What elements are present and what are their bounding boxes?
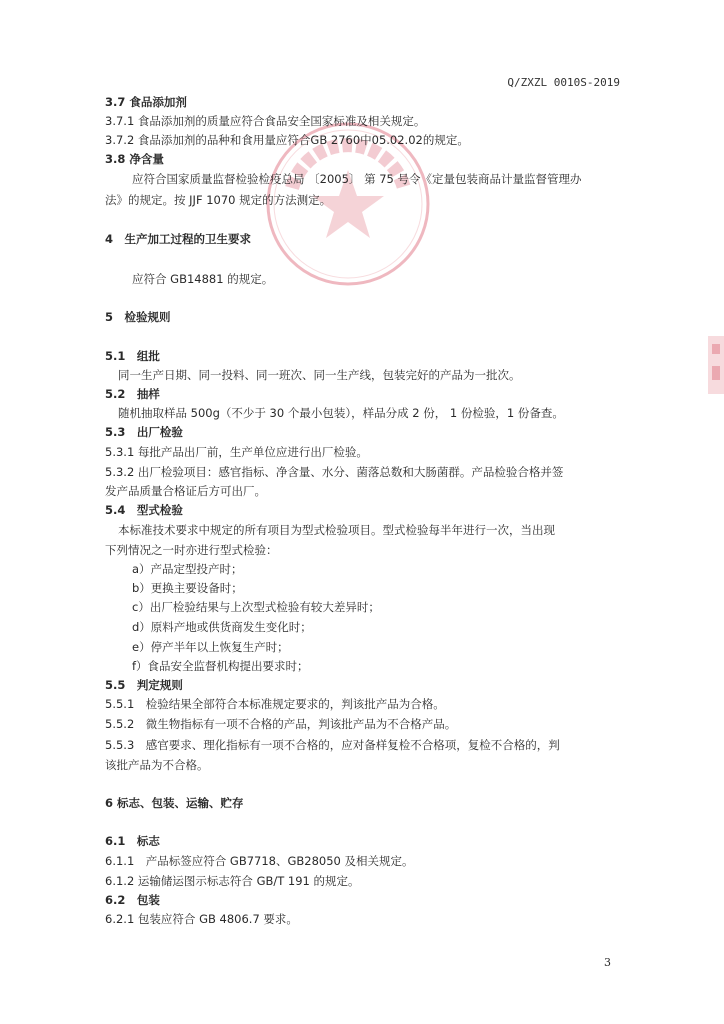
section-5-2-heading: 5.2 抽样 (105, 387, 160, 401)
list-item-a: a）产品定型投产时； (132, 562, 243, 576)
section-4-text: 应符合 GB14881 的规定。 (132, 272, 274, 286)
clause-5-5-3-line-1: 5.5.3 感官要求、理化指标有一项不合格的，应对备样复检不合格项，复检不合格的，判 (105, 738, 560, 752)
list-item-e: e）停产半年以上恢复生产时； (132, 640, 289, 654)
clause-5-3-2-line-1: 5.3.2 出厂检验项目：感官指标、净含量、水分、菌落总数和大肠菌群。产品检验合格并签 (105, 465, 564, 479)
clause-6-1-1: 6.1.1 产品标签应符合 GB7718、GB28050 及相关规定。 (105, 854, 414, 868)
clause-5-3-2-line-2: 发产品质量合格证后方可出厂。 (105, 484, 266, 498)
clause-6-1-2: 6.1.2 运输储运图示标志符合 GB/T 191 的规定。 (105, 874, 360, 888)
section-5-3-heading: 5.3 出厂检验 (105, 425, 183, 439)
section-5-1-text: 同一生产日期、同一投料、同一班次、同一生产线，包装完好的产品为一批次。 (118, 368, 521, 382)
clause-3-8-line-2: 法》的规定。按 JJF 1070 规定的方法测定。 (105, 193, 332, 207)
clause-5-5-1: 5.5.1 检验结果全部符合本标准规定要求的，判该批产品为合格。 (105, 697, 445, 711)
page-number: 3 (604, 956, 611, 969)
document-code: Q/ZXZL 0010S-2019 (507, 76, 620, 89)
section-3-8-heading: 3.8 净含量 (105, 152, 164, 166)
section-6-2-heading: 6.2 包装 (105, 893, 160, 907)
list-item-d: d）原料产地或供货商发生变化时； (132, 620, 312, 634)
section-4-heading: 4 生产加工过程的卫生要求 (105, 232, 252, 246)
clause-3-8-line-1: 应符合国家质量监督检验检疫总局 〔2005〕 第 75 号令《定量包装商品计量监督管理办 (132, 172, 582, 186)
section-3-7-heading: 3.7 食品添加剂 (105, 95, 187, 109)
section-6-heading: 6 标志、包装、运输、贮存 (105, 796, 244, 810)
section-5-4-line-1: 本标准技术要求中规定的所有项目为型式检验项目。型式检验每半年进行一次，当出现 (118, 523, 555, 537)
section-6-1-heading: 6.1 标志 (105, 834, 160, 848)
list-item-f: f）食品安全监督机构提出要求时； (132, 659, 309, 673)
section-5-heading: 5 检验规则 (105, 310, 171, 324)
clause-5-5-2: 5.5.2 微生物指标有一项不合格的产品，判该批产品为不合格产品。 (105, 717, 457, 731)
section-5-4-line-2: 下列情况之一时亦进行型式检验： (105, 543, 278, 557)
list-item-c: c）出厂检验结果与上次型式检验有较大差异时； (132, 600, 380, 614)
clause-3-7-1: 3.7.1 食品添加剂的质量应符合食品安全国家标准及相关规定。 (105, 114, 426, 128)
edge-seal-mark (704, 330, 724, 400)
section-5-4-heading: 5.4 型式检验 (105, 503, 183, 517)
section-5-1-heading: 5.1 组批 (105, 349, 160, 363)
list-item-b: b）更换主要设备时； (132, 581, 243, 595)
clause-5-3-1: 5.3.1 每批产品出厂前，生产单位应进行出厂检验。 (105, 445, 368, 459)
section-5-2-text: 随机抽取样品 500g（不少于 30 个最小包装），样品分成 2 份， 1 份检验，1 份备查。 (118, 406, 564, 420)
section-5-5-heading: 5.5 判定规则 (105, 678, 183, 692)
clause-3-7-2: 3.7.2 食品添加剂的品种和食用量应符合GB 2760中05.02.02的规定。 (105, 133, 469, 147)
clause-5-5-3-line-2: 该批产品为不合格。 (105, 758, 209, 772)
clause-6-2-1: 6.2.1 包装应符合 GB 4806.7 要求。 (105, 912, 298, 926)
